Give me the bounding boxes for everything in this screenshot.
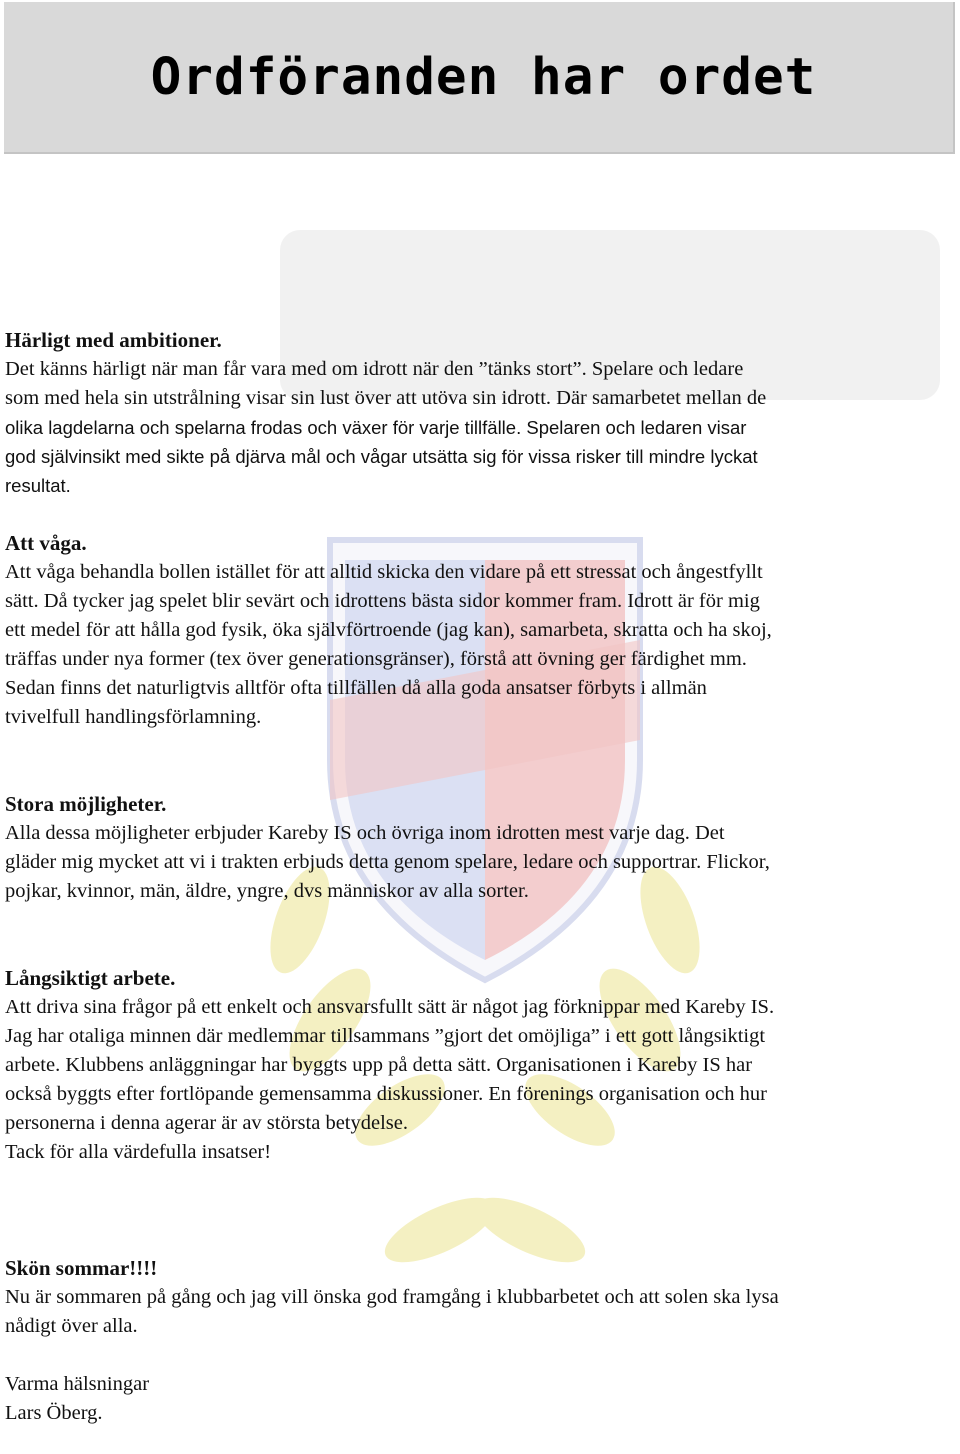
section-summer [5, 1254, 957, 1341]
paragraph-line: sätt. Då tycker jag spelet blir sevärt och idrottens bästa sidor kommer fram. Idrott är för mig [5, 590, 760, 612]
section-opportunities [5, 790, 957, 906]
section-long-term-work [5, 964, 957, 1167]
paragraph-line: god självinsikt med sikte på djärva mål och vågar utsätta sig för vissa risker till mindre lyckat [5, 446, 758, 467]
section-paragraph [5, 819, 957, 906]
paragraph-line: Att våga behandla bollen istället för att alltid skicka den vidare på ett stressat och ångestfyllt [5, 561, 763, 583]
paragraph-line: ett medel för att hålla god fysik, öka självförtroende (jag kan), samarbeta, skratta och ha skoj, [5, 619, 772, 641]
paragraph-line: nådigt över alla. [5, 1315, 138, 1337]
paragraph-line: Nu är sommaren på gång och jag vill önska god framgång i klubbarbetet och att solen ska lysa [5, 1286, 779, 1308]
paragraph-line: olika lagdelarna och spelarna frodas och växer för varje tillfälle. Spelaren och ledaren visar [5, 417, 747, 438]
paragraph-line: arbete. Klubbens anläggningar har byggts upp på detta sätt. Organisationen i Kareby IS har [5, 1054, 753, 1076]
paragraph-line: också byggts efter fortlöpande gemensamma diskussioner. En förenings organisation och hur [5, 1083, 767, 1105]
title-banner [4, 2, 955, 154]
paragraph-line: Jag har otaliga minnen där medlemmar tillsammans ”gjort det omöjliga” i ett gott långsiktigt [5, 1025, 766, 1047]
section-paragraph [5, 355, 957, 500]
paragraph-line: pojkar, kvinnor, män, äldre, yngre, dvs människor av alla sorter. [5, 880, 529, 902]
article-body [5, 326, 957, 1428]
section-heading: Stora möjligheter. [5, 792, 167, 816]
paragraph-line: resultat. [5, 475, 71, 496]
section-paragraph [5, 558, 957, 732]
paragraph-line: Tack för alla värdefulla insatser! [5, 1141, 272, 1163]
paragraph-line: personerna i denna agerar är av största betydelse. [5, 1112, 408, 1134]
section-heading: Skön sommar!!!! [5, 1256, 158, 1280]
closing-greeting: Varma hälsningar [5, 1373, 150, 1395]
section-dare [5, 529, 957, 732]
paragraph-line: som med hela sin utstrålning visar sin lust över att utöva sin idrott. Där samarbetet mellan de [5, 387, 767, 409]
section-paragraph [5, 993, 957, 1167]
paragraph-line: tvivelfull handlingsförlamning. [5, 706, 262, 728]
paragraph-line: Alla dessa möjligheter erbjuder Kareby IS och övriga inom idrotten mest varje dag. Det [5, 822, 725, 844]
section-heading: Härligt med ambitioner. [5, 328, 222, 352]
section-heading: Att våga. [5, 531, 87, 555]
closing [5, 1370, 957, 1428]
paragraph-line: träffas under nya former (tex över generationsgränser), förstå att övning ger färdighet mm. [5, 648, 747, 670]
page-title: Ordföranden har ordet [150, 47, 817, 107]
paragraph-line: Det känns härligt när man får vara med om idrott när den ”tänks stort”. Spelare och ledare [5, 358, 744, 380]
section-ambitions [5, 326, 957, 500]
signature: Lars Öberg. [5, 1402, 103, 1424]
section-paragraph [5, 1283, 957, 1341]
paragraph-line: Att driva sina frågor på ett enkelt och ansvarsfullt sätt är något jag förknippar med Kareby IS. [5, 996, 775, 1018]
paragraph-line: gläder mig mycket att vi i trakten erbjuds detta genom spelare, ledare och supportrar. Flickor, [5, 851, 770, 873]
section-heading: Långsiktigt arbete. [5, 966, 176, 990]
paragraph-line: Sedan finns det naturligtvis alltför ofta tillfällen då alla goda ansatser förbyts i allmän [5, 677, 707, 699]
